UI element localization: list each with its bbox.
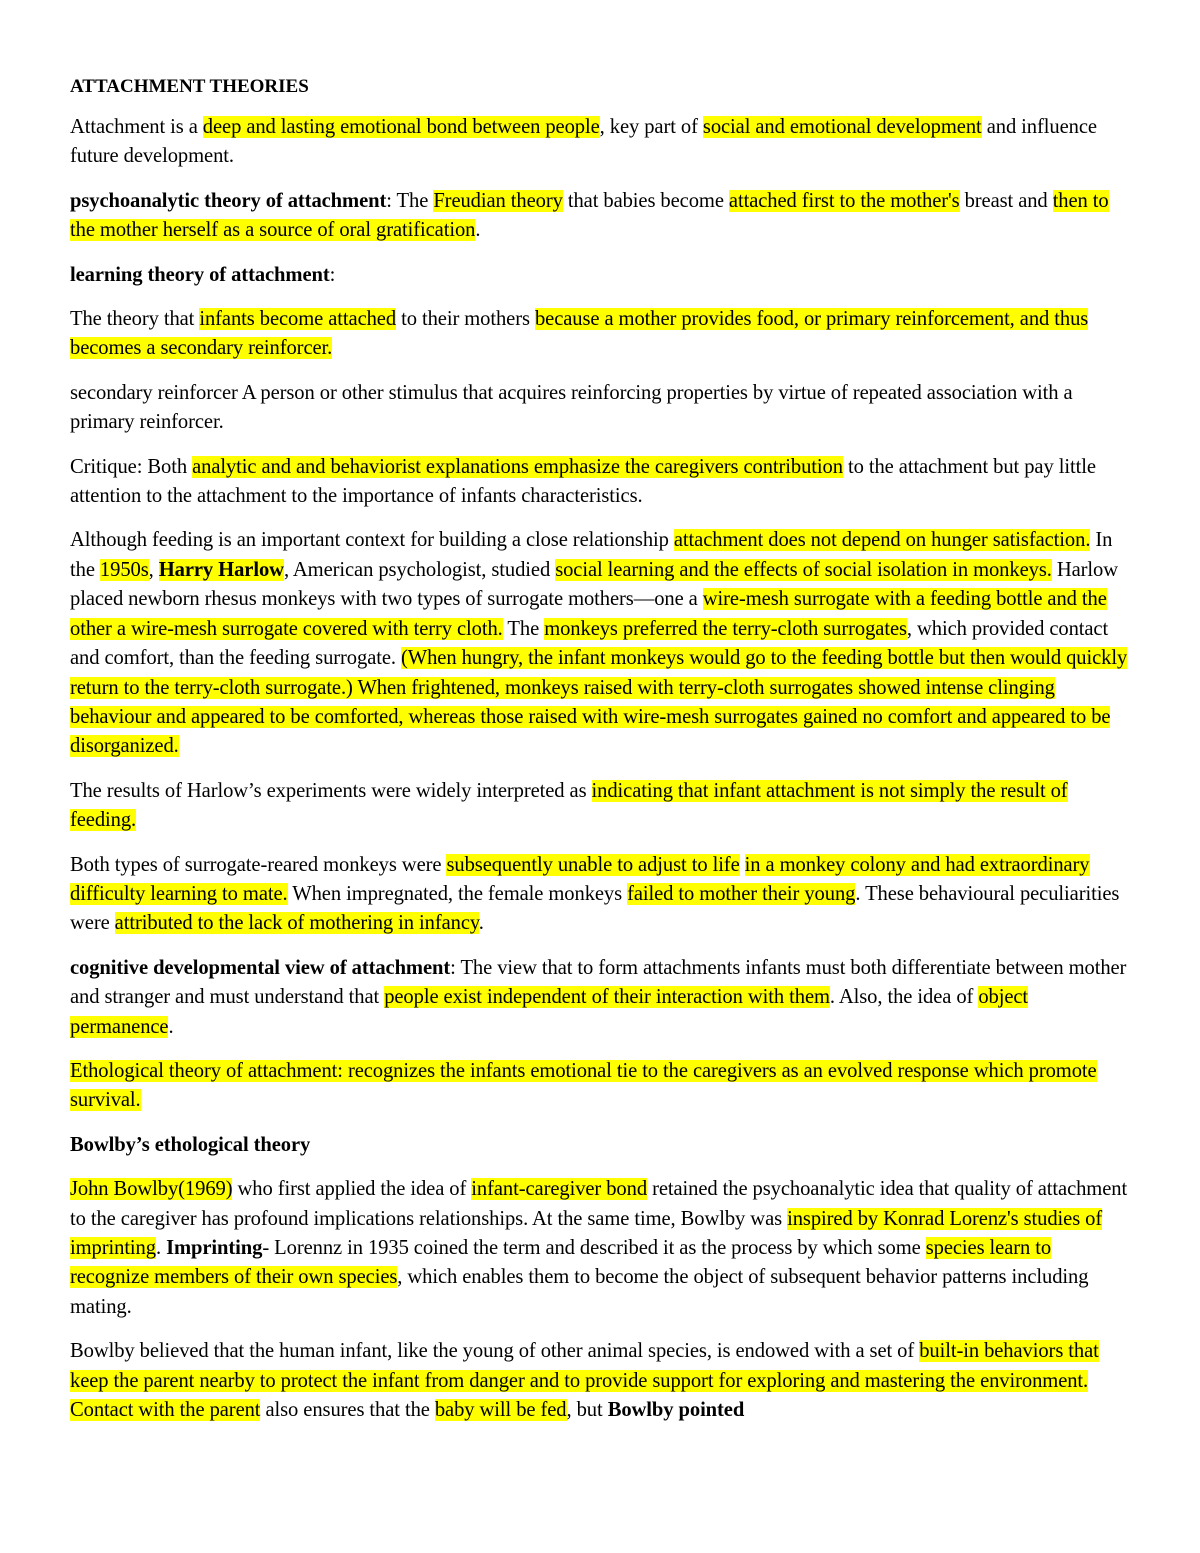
highlighted-text: infant-caregiver bond: [471, 1178, 648, 1201]
bold-text: learning theory of attachment: [70, 263, 330, 286]
bold-text: psychoanalytic theory of attachment: [70, 189, 387, 212]
highlighted-text: Harry Harlow: [158, 558, 284, 581]
highlighted-text: attributed to the lack of mothering in infancy: [114, 912, 479, 935]
text-run: .: [475, 219, 481, 242]
paragraph-13: [70, 1175, 1132, 1322]
text-run: The: [502, 617, 545, 640]
highlighted-text: infants become attached: [199, 308, 397, 331]
text-run: Critique: Both: [70, 455, 193, 478]
bold-text: Imprinting: [166, 1237, 263, 1259]
paragraph-1: [70, 113, 1132, 172]
highlighted-text: built-in behaviors that keep the parent nearby to protect the infant from danger and to provide support for exploring and mastering the environment.: [70, 1340, 1099, 1392]
document-title: ATTACHMENT THEORIES: [70, 76, 309, 97]
text-run: Harlow placed newborn rhesus monkeys with two types of surrogate mothers—one a: [70, 558, 1118, 611]
text-run: to their mothers: [396, 308, 535, 331]
highlighted-text: social and emotional development: [702, 116, 982, 138]
paragraph-12: [70, 1131, 1132, 1160]
text-run: :: [329, 263, 336, 286]
highlighted-text: species learn to recognize members of their own species: [70, 1237, 1052, 1289]
highlighted-text: baby will be fed: [434, 1399, 567, 1422]
text-run: , key part of: [599, 116, 703, 138]
document-body: [70, 113, 1132, 1425]
text-run: breast and: [959, 189, 1053, 212]
highlighted-text: monkeys preferred the terry-cloth surrogates: [544, 617, 907, 640]
highlighted-text: social learning and the effects of social isolation in monkeys.: [555, 558, 1052, 581]
paragraph-10: [70, 954, 1132, 1042]
paragraph-4: [70, 305, 1132, 364]
text-run: , American psychologist, studied: [283, 558, 556, 581]
highlighted-text: John Bowlby(1969): [70, 1178, 233, 1201]
highlighted-text: indicating that infant attachment is not simply the result of feeding.: [70, 779, 1068, 832]
text-run: , which provided contact and comfort, than the feeding surrogate.: [70, 617, 1109, 670]
text-run: When impregnated, the female monkeys: [287, 882, 628, 905]
text-run: The results of Harlow’s experiments were widely interpreted as: [70, 779, 592, 802]
highlighted-text: wire-mesh surrogate with a feeding bottle and the other a wire-mesh surrogate covered with terry cloth.: [70, 588, 1107, 640]
text-run: ,: [148, 558, 159, 581]
highlighted-text: people exist independent of their interaction with them: [384, 986, 830, 1009]
highlighted-text: in a monkey colony and had extraordinary difficulty learning to mate.: [70, 853, 1090, 905]
text-run: to the attachment but pay little attention to the attachment to the importance of infants characteristics.: [70, 455, 1096, 508]
text-run: .: [168, 1015, 174, 1038]
text-run: - Lorennz in 1935 coined the term and described it as the process by which some: [262, 1237, 926, 1259]
text-run: , but: [566, 1399, 608, 1422]
highlighted-text: attached first to the mother's: [728, 189, 960, 212]
text-run: : The: [386, 189, 434, 212]
paragraph-8: [70, 777, 1132, 836]
text-run: that babies become: [562, 189, 729, 212]
highlighted-text: 1950s: [99, 558, 149, 581]
paragraph-11: [70, 1057, 1132, 1116]
text-run: . These behavioural peculiarities were: [70, 882, 1120, 935]
bold-text: Bowlby’s ethological theory: [70, 1133, 311, 1156]
text-run: . Also, the idea of: [829, 986, 979, 1009]
text-run: Both types of surrogate-reared monkeys were: [70, 853, 447, 876]
paragraph-14: [70, 1337, 1132, 1425]
highlighted-text: (When hungry, the infant monkeys would go to the feeding bottle but then would quickly return to the terry-cloth surrogate.) When frightened, monkeys raised with terry-cloth surrogates showed intense clinging behaviour and appeared to be comforted, whereas those raised with wire-mesh surrogates gained no comfort and appeared to be disorganized.: [70, 647, 1128, 758]
text-run: [740, 854, 745, 876]
highlighted-text: analytic and and behaviorist explanations emphasize the caregivers contribution: [192, 455, 843, 478]
text-run: , which enables them to become the object of subsequent behavior patterns including mating.: [70, 1266, 1089, 1318]
highlighted-text: attachment does not depend on hunger satisfaction.: [673, 529, 1091, 552]
text-run: Although feeding is an important context for building a close relationship: [70, 529, 674, 552]
bold-text: cognitive developmental view of attachment: [70, 956, 451, 979]
text-run: Attachment is a: [70, 116, 203, 138]
text-run: The theory that: [70, 308, 200, 331]
highlighted-text: subsequently unable to adjust to life: [446, 853, 740, 876]
text-run: secondary reinforcer A person or other stimulus that acquires reinforcing properties by virtue of repeated association with a primary reinforcer.: [70, 381, 1073, 434]
highlighted-text: Freudian theory: [433, 189, 563, 212]
highlighted-text: then to the mother herself as a source of oral gratification: [70, 189, 1109, 242]
bold-text: Bowlby pointed: [607, 1399, 745, 1422]
highlighted-text: object permanence: [70, 986, 1029, 1038]
highlighted-text: inspired by Konrad Lorenz's studies of imprinting: [70, 1207, 1103, 1259]
text-run: .: [478, 912, 484, 935]
highlighted-text: failed to mother their young: [627, 882, 856, 905]
paragraph-9: [70, 851, 1132, 939]
paragraph-7: [70, 526, 1132, 761]
text-run: In the: [70, 529, 1113, 581]
paragraph-2: [70, 187, 1132, 246]
text-run: and influence future development.: [70, 116, 1097, 168]
paragraph-5: [70, 379, 1132, 438]
paragraph-6: [70, 453, 1132, 512]
highlighted-text: deep and lasting emotional bond between people: [202, 116, 600, 138]
text-run: also ensures that the: [260, 1399, 435, 1422]
text-run: .: [155, 1237, 167, 1259]
text-run: : The view that to form attachments infants must both differentiate between mother and stranger and must understand that: [70, 956, 1127, 1009]
highlighted-text: because a mother provides food, or primary reinforcement, and thus becomes a secondary reinforcer.: [70, 308, 1089, 360]
highlighted-text: Ethological theory of attachment: recognizes the infants emotional tie to the caregivers as an evolved response which promote survival.: [70, 1059, 1097, 1112]
text-run: retained the psychoanalytic idea that quality of attachment to the caregiver has profound implications relationships. At the same time, Bowlby was: [70, 1178, 1128, 1230]
highlighted-text: Contact with the parent: [70, 1399, 261, 1422]
text-run: Bowlby believed that the human infant, like the young of other animal species, is endowed with a set of: [70, 1340, 920, 1363]
text-run: who first applied the idea of: [232, 1178, 472, 1201]
paragraph-3: [70, 261, 1132, 290]
